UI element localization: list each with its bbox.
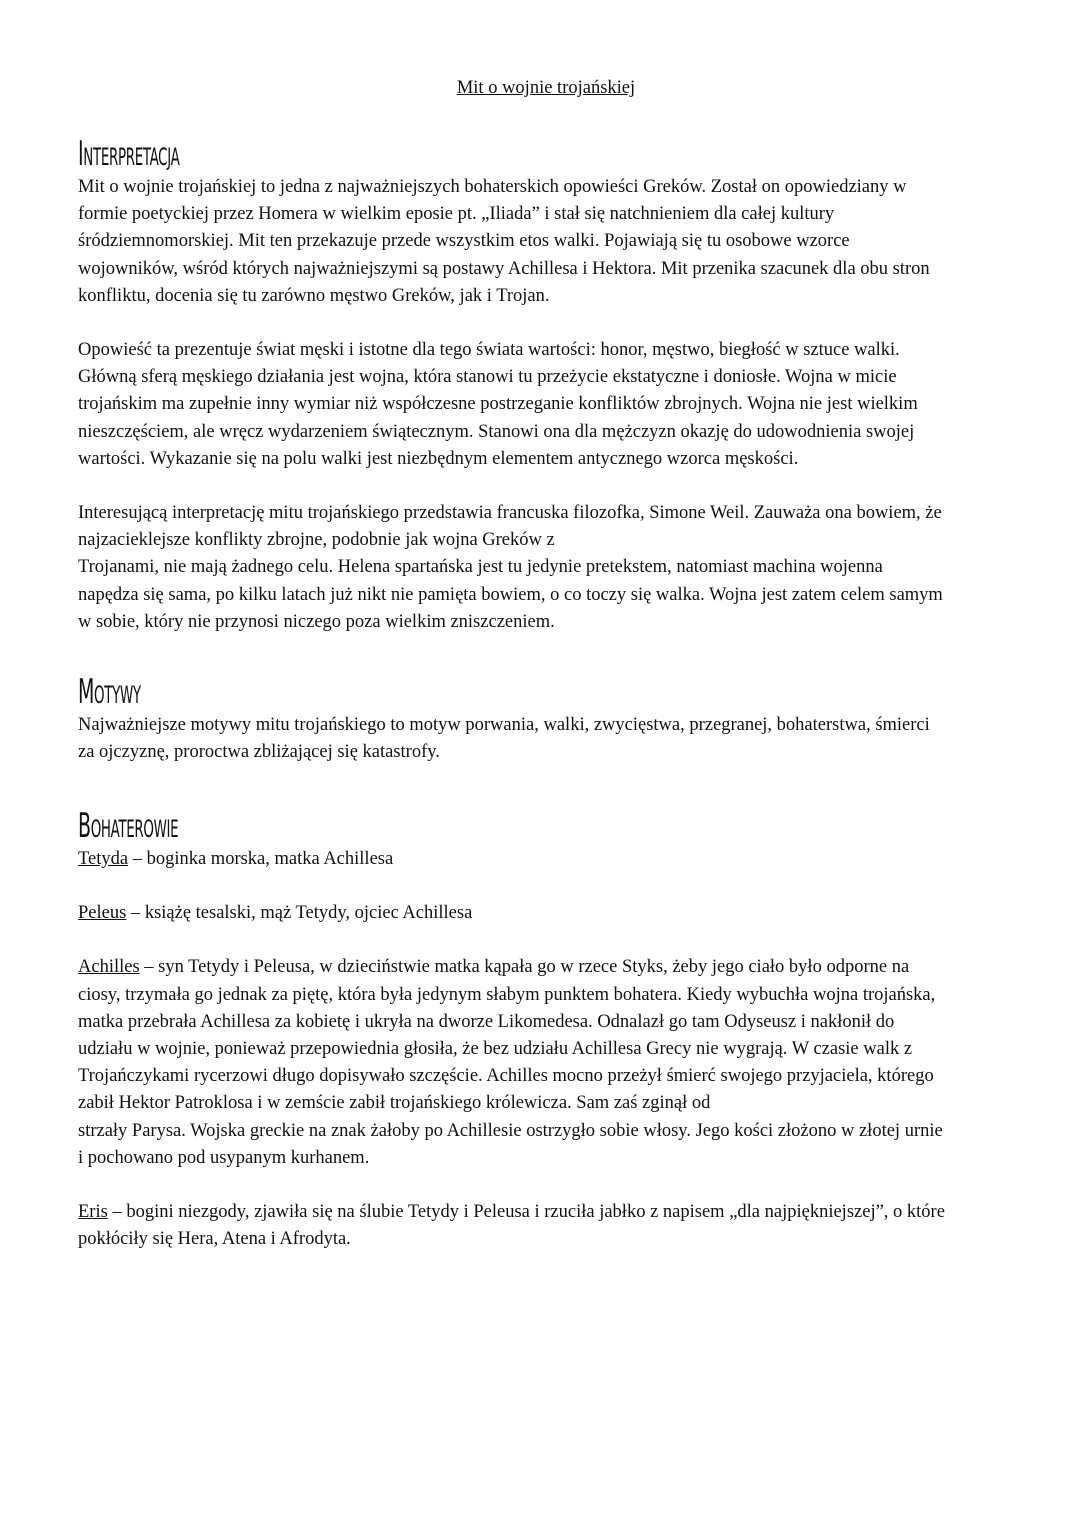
character-description: strzały Parysa. Wojska greckie na znak żałoby po Achillesie ostrzygło sobie włosy. Jego kości złożono w złotej urnie <box>78 1120 943 1141</box>
character-name: Tetyda <box>78 849 129 869</box>
text-line: najzacieklejsze konflikty zbrojne, podobnie jak wojna Greków z <box>78 530 555 551</box>
section-body <box>78 712 1038 766</box>
text-line: wartości. Wykazanie się na polu walki jest niezbędnym elementem antycznego wzorca męskości. <box>78 448 799 469</box>
paragraph <box>78 174 1038 310</box>
text-line <box>78 1145 1038 1172</box>
text-line: Opowieść ta prezentuje świat męski i istotne dla tego świata wartości: honor, męstwo, biegłość w sztuce walki. <box>78 340 900 361</box>
text-line <box>78 1036 1038 1063</box>
text-line: za ojczyznę, proroctwa zbliżającej się katastrofy. <box>78 742 440 763</box>
paragraph <box>78 500 1038 636</box>
character-description: – syn Tetydy i Peleusa, w dzieciństwie matka kąpała go w rzece Styks, żeby jego ciało było odporne na <box>139 957 910 978</box>
text-line: Główną sferą męskiego działania jest wojna, która stanowi tu przeżycie ekstatyczne i doniosłe. Wojna w micie <box>78 367 897 388</box>
text-line: napędza się sama, po kilku latach już nikt nie pamięta bowiem, o co toczy się walka. Wojna jest zatem celem samym <box>78 584 943 605</box>
paragraph-gap <box>78 473 1038 500</box>
text-line <box>78 1118 1038 1145</box>
text-line: wojowników, wśród których najważniejszymi są postawy Achillesa i Hektora. Mit przenika szacunek dla obu stron <box>78 258 930 279</box>
text-line: konfliktu, docenia się tu zarówno męstwo Greków, jak i Trojan. <box>78 285 550 306</box>
paragraph <box>78 337 1038 473</box>
character-name: Peleus <box>78 903 127 924</box>
section-interpretacja <box>78 134 1038 636</box>
character-description: – bogini niezgody, zjawiła się na ślubie Tetydy i Peleusa i rzuciła jabłko z napisem „dla najpiękniejszej”, o które <box>107 1202 945 1223</box>
text-line <box>78 1009 1038 1036</box>
document-title: Mit o wojnie trojańskiej <box>456 78 636 98</box>
text-line: formie poetyckiej przez Homera w wielkim eposie pt. „Iliada” i stał się natchnieniem dla całej kultury <box>78 204 835 225</box>
text-line: w sobie, który nie przynosi niczego poza wielkim zniszczeniem. <box>78 611 555 632</box>
character-description: – książę tesalski, mąż Tetydy, ojciec Achillesa <box>126 903 473 924</box>
section-body <box>78 174 1038 636</box>
text-line <box>78 982 1038 1009</box>
character-entry <box>78 1199 1038 1253</box>
character-entry <box>78 846 1038 873</box>
text-line <box>78 900 1038 927</box>
text-line <box>78 1063 1038 1090</box>
section-bohaterowie <box>78 806 1038 1253</box>
text-line <box>78 1090 1038 1117</box>
text-line <box>78 846 1038 873</box>
character-description: pokłóciły się Hera, Atena i Afrodyta. <box>78 1229 351 1250</box>
character-entry <box>78 900 1038 927</box>
character-description: i pochowano pod usypanym kurhanem. <box>78 1147 370 1168</box>
text-line: Trojanami, nie mają żadnego celu. Helena spartańska jest tu jedynie pretekstem, natomiast machina wojenna <box>78 557 883 578</box>
character-name: Eris <box>78 1202 108 1223</box>
text-line: nieszczęściem, ale wręcz wydarzeniem świątecznym. Stanowi ona dla mężczyzn okazję do udowodnienia swojej <box>78 421 915 442</box>
text-line <box>78 1199 1038 1226</box>
character-description: – boginka morska, matka Achillesa <box>128 849 394 869</box>
section-heading: Motywy <box>78 672 141 712</box>
section-heading: Bohaterowie <box>78 806 179 846</box>
paragraph-gap <box>78 873 1038 900</box>
character-entry <box>78 954 1038 1172</box>
paragraph-gap <box>78 310 1038 337</box>
text-line <box>78 954 1038 981</box>
character-description: zabił Hektor Patroklosa i w zemście zabił trojańskiego królewicza. Sam zaś zginął od <box>78 1093 711 1114</box>
text-line <box>78 1226 1038 1253</box>
character-description: matka przebrała Achillesa za kobietę i ukryła na dworze Likomedesa. Odnalazł go tam Odyseusz i nakłonił do <box>78 1011 895 1032</box>
text-line: Interesującą interpretację mitu trojańskiego przedstawia francuska filozofka, Simone Weil. Zauważa ona bowiem, że <box>78 503 942 524</box>
character-description: Trojańczykami rycerzowi długo dopisywało szczęście. Achilles mocno przeżył śmierć swojego przyjaciela, którego <box>78 1066 934 1087</box>
section-motywy <box>78 672 1038 766</box>
section-heading: Interpretacja <box>78 134 180 174</box>
text-line: Mit o wojnie trojańskiej to jedna z najważniejszych bohaterskich opowieści Greków. Został on opowiedziany w <box>78 177 907 197</box>
text-line: śródziemnomorskiej. Mit ten przekazuje przede wszystkim etos walki. Pojawiają się tu osobowe wzorce <box>78 231 850 252</box>
character-description: ciosy, trzymała go jednak za piętę, która była jedynym słabym punktem bohatera. Kiedy wybuchła wojna trojańska, <box>78 984 936 1005</box>
text-line: Najważniejsze motywy mitu trojańskiego to motyw porwania, walki, zwycięstwa, przegranej, bohaterstwa, śmierci <box>78 715 930 735</box>
character-name: Achilles <box>78 957 140 978</box>
paragraph-gap <box>78 927 1038 954</box>
section-body <box>78 846 1038 1253</box>
paragraph <box>78 712 1038 766</box>
text-line: trojańskim ma zupełnie inny wymiar niż współczesne postrzeganie konfliktów zbrojnych. Wojna nie jest wielkim <box>78 394 918 415</box>
paragraph-gap <box>78 1172 1038 1199</box>
character-description: udziału w wojnie, ponieważ przepowiednia głosiła, że bez udziału Achillesa Grecy nie wygrają. W czasie walk z <box>78 1039 913 1060</box>
